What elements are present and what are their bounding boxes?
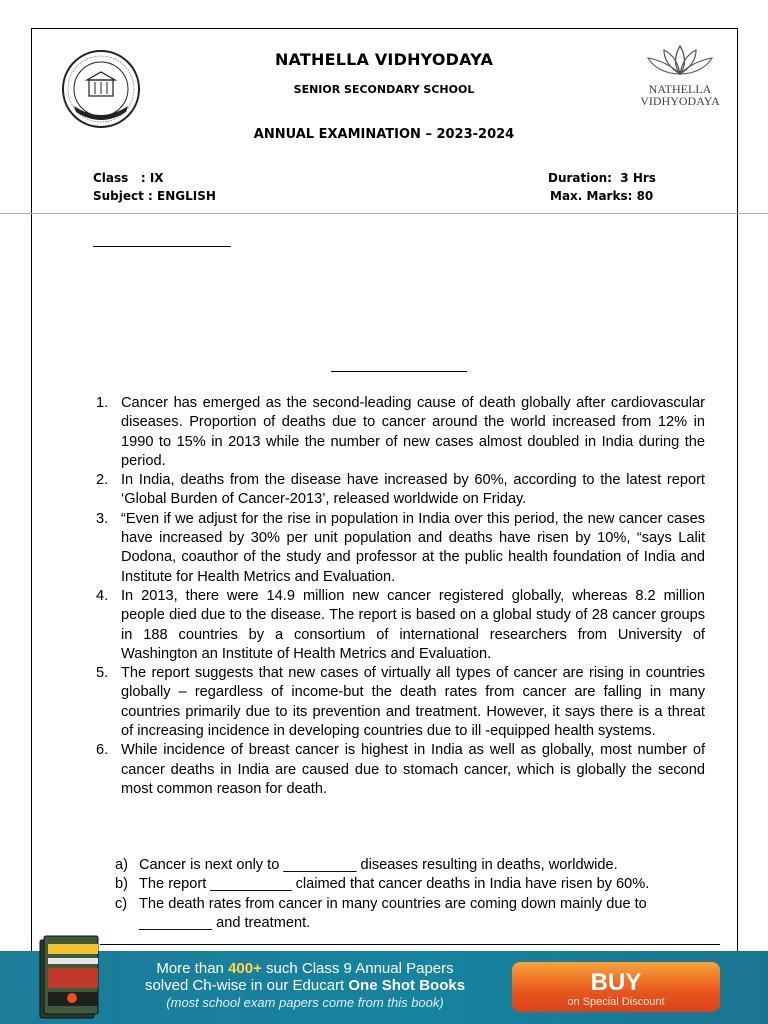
- paragraph-text: While incidence of breast cancer is highest in India as well as globally, most number of cancer deaths in India are caused due to stomach cancer, which is globally the second most common reason for death.: [121, 742, 705, 797]
- paragraph-number: 3.: [96, 510, 109, 527]
- paragraph-number: 4.: [96, 587, 109, 604]
- paragraph-number: 6.: [96, 742, 109, 759]
- question-letter: b): [115, 876, 128, 893]
- paragraph-text: In 2013, there were 14.9 million new cancer registered globally, whereas 8.2 million people died due to the disease. The report is based on a global study of 28 cancer groups in 188 countries by a consortium of international researchers from University of Washington an Institute of Health Metrics and Evaluation.: [121, 587, 705, 662]
- question-letter: a): [115, 857, 128, 873]
- question-item: [115, 895, 705, 934]
- question-item: [115, 856, 705, 875]
- passage-paragraph: [93, 741, 705, 799]
- promo-line-2: solved Ch-wise in our Educart One Shot Books: [144, 977, 466, 994]
- paragraph-text: The report suggests that new cases of virtually all types of cancer are rising in countries globally – regardless of income-but the death rates from cancer are falling in many countries primarily due to its prevention and treatment. However, it says there is a threat of increasing incidence in developing countries due to ill -equipped health systems.: [121, 665, 705, 740]
- school-name: NATHELLA VIDHYODAYA: [274, 50, 494, 69]
- logo-text-line1: NATHELLA: [648, 82, 712, 96]
- question-text: Cancer is next only to _________ diseases resulting in deaths, worldwide.: [139, 857, 618, 873]
- class-label: Class : IX: [93, 171, 164, 185]
- paragraph-number: 1.: [96, 395, 109, 411]
- paragraph-text: In India, deaths from the disease have increased by 60%, according to the latest report ‘Global Burden of Cancer-2013’, released worldwide on Friday.: [121, 472, 705, 508]
- school-subtitle: SENIOR SECONDARY SCHOOL: [293, 83, 475, 96]
- promo-book-name: One Shot Books: [348, 977, 466, 994]
- question-text: The report __________ claimed that cancer deaths in India have risen by 60%.: [139, 876, 650, 893]
- question-list: [115, 856, 705, 933]
- paragraph-number: 2.: [96, 472, 109, 489]
- passage-title-underline: [331, 371, 467, 372]
- buy-subtitle: on Special Discount: [567, 995, 665, 1008]
- passage-paragraph: [93, 664, 705, 741]
- question-text: The death rates from cancer in many countries are coming down mainly due to _________ and treatment.: [139, 895, 647, 931]
- paragraph-text: Cancer has emerged as the second-leading cause of death globally after cardiovascular diseases. Proportion of deaths due to cancer around the world increased from 12% in 1990 to 15% in 2013 while the number of new cases almost doubled in India during the period.: [121, 395, 705, 469]
- page-fold-divider: [0, 213, 768, 214]
- section-heading-underline: [93, 246, 231, 247]
- promo-note: (most school exam papers come from this book): [166, 995, 444, 1010]
- passage-paragraph: [93, 394, 705, 471]
- passage-paragraph: [93, 587, 705, 664]
- buy-label: BUY: [590, 968, 642, 996]
- subject-label: Subject : ENGLISH: [93, 189, 216, 203]
- book-stack-icon: [36, 934, 104, 1024]
- question-letter: c): [115, 895, 128, 912]
- duration-label: Duration: 3 Hrs: [548, 171, 656, 185]
- exam-title: ANNUAL EXAMINATION – 2023-2024: [253, 127, 515, 142]
- buy-button[interactable]: [512, 962, 720, 1012]
- promo-text[interactable]: [110, 960, 500, 1011]
- logo-text-line2: VIDHYODAYA: [640, 94, 720, 108]
- question-item: [115, 875, 705, 894]
- passage-paragraph: [93, 510, 705, 587]
- paragraph-number: 5.: [96, 665, 109, 682]
- promo-line-1: More than 400+ such Class 9 Annual Papers: [156, 960, 454, 977]
- passage-list: [93, 394, 705, 799]
- footer-divider: [100, 944, 720, 945]
- max-marks-label: Max. Marks: 80: [550, 189, 654, 203]
- paragraph-text: “Even if we adjust for the rise in population in India over this period, the new cancer cases have increased by 30% per unit population and deaths have risen by 10%, “says Lalit Dodona, coauthor of the study and professor at the public health foundation of India and Institute for Health Metrics and Evaluation.: [121, 510, 705, 585]
- passage-paragraph: [93, 471, 705, 510]
- promo-highlight: 400+: [228, 960, 262, 977]
